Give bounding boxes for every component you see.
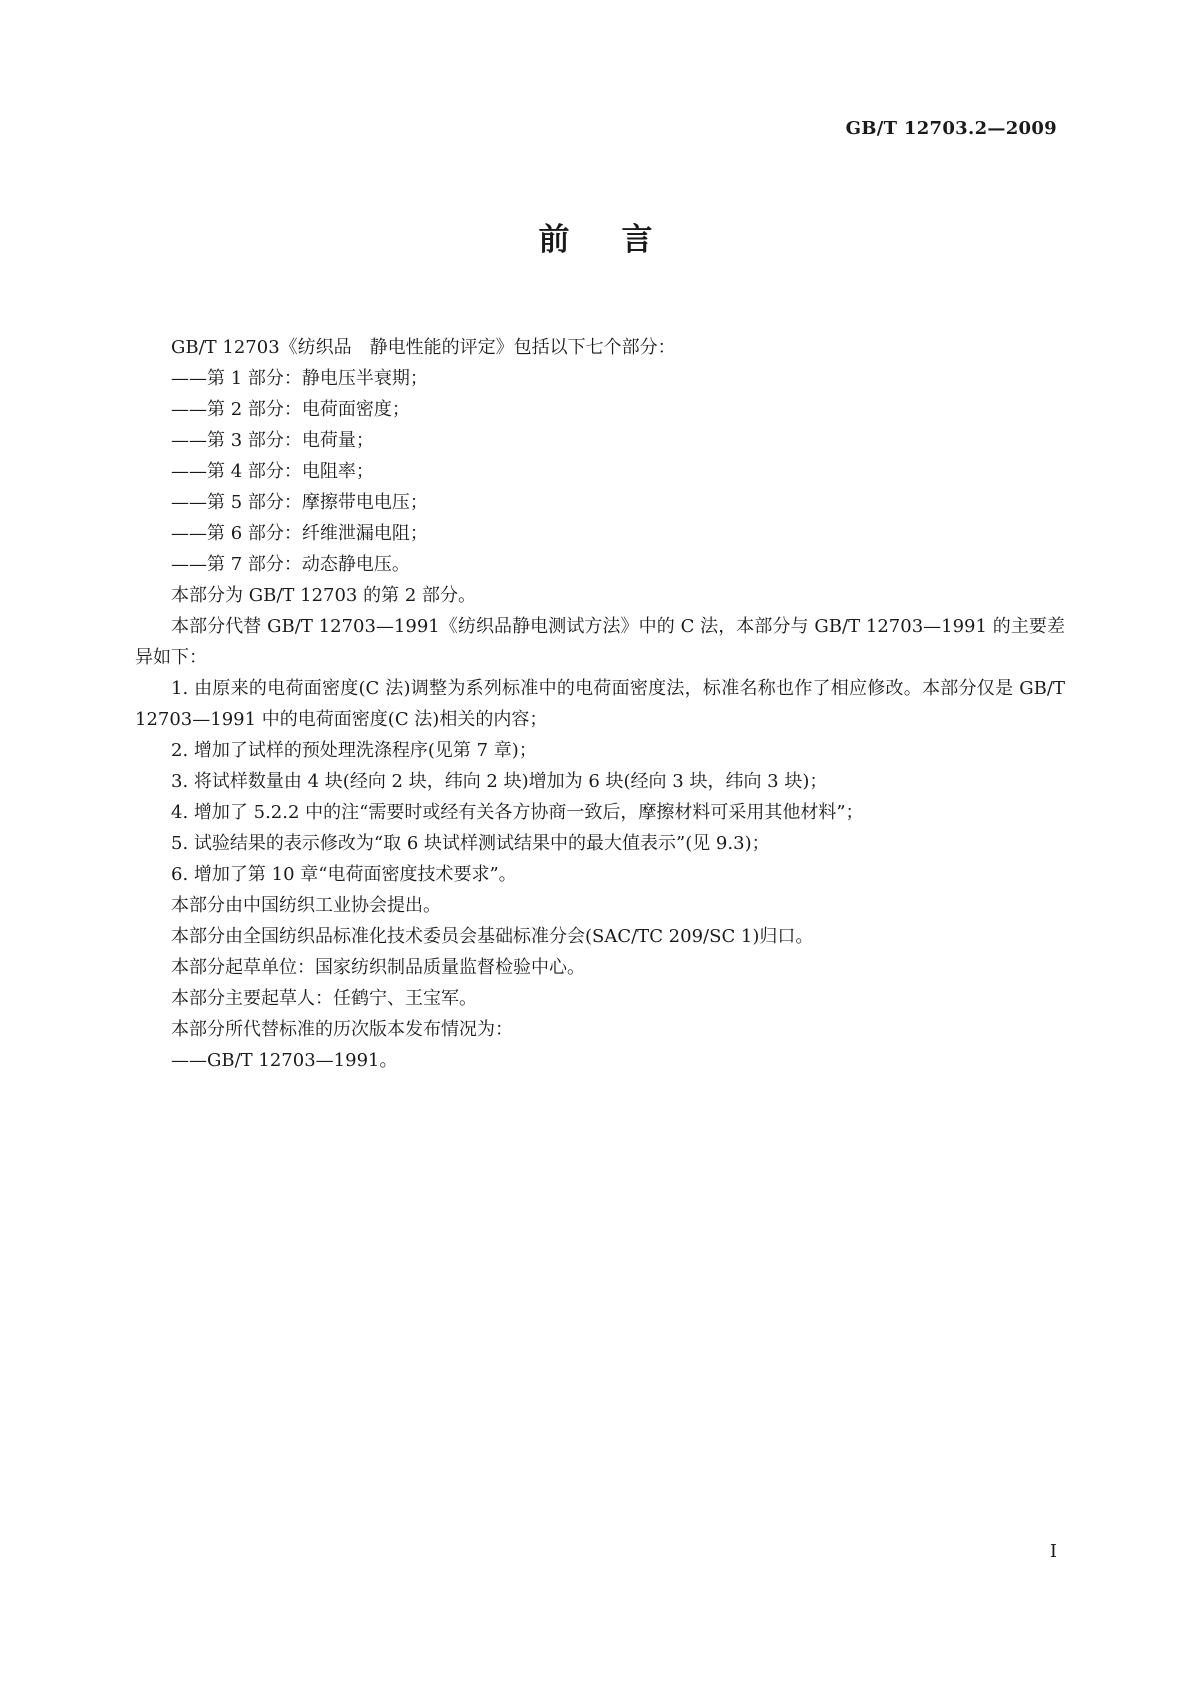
list-item-part-5: ——第 5 部分：摩擦带电电压； — [171, 492, 428, 513]
difference-item-5: 5. 试验结果的表示修改为“取 6 块试样测试结果中的最大值表示”(见 9.3)； — [171, 833, 770, 854]
paragraph-part-statement: 本部分为 GB/T 12703 的第 2 部分。 — [171, 585, 476, 606]
paragraph-history-intro: 本部分所代替标准的历次版本发布情况为： — [171, 1019, 513, 1040]
difference-item-2: 2. 增加了试样的预处理洗涤程序(见第 7 章)； — [171, 740, 537, 761]
list-item-history-1: ——GB/T 12703—1991。 — [171, 1050, 398, 1071]
paragraph-replacement: 本部分代替 GB/T 12703—1991《纺织品静电测试方法》中的 C 法，本部分与 GB/T 12703—1991 的主要差异如下： — [135, 616, 1065, 668]
list-item-part-4: ——第 4 部分：电阻率； — [171, 461, 374, 482]
paragraph-intro: GB/T 12703《纺织品 静电性能的评定》包括以下七个部分： — [171, 337, 676, 358]
paragraph-proposer: 本部分由中国纺织工业协会提出。 — [171, 895, 441, 916]
list-item-part-7: ——第 7 部分：动态静电压。 — [171, 554, 410, 575]
difference-item-3: 3. 将试样数量由 4 块(经向 2 块，纬向 2 块)增加为 6 块(经向 3 块，纬向 3 块)； — [171, 771, 828, 792]
paragraph-committee: 本部分由全国纺织品标准化技术委员会基础标准分会(SAC/TC 209/SC 1)归口。 — [171, 926, 814, 947]
foreword-body — [135, 332, 1065, 1076]
list-item-part-6: ——第 6 部分：纤维泄漏电阻； — [171, 523, 428, 544]
list-item-part-2: ——第 2 部分：电荷面密度； — [171, 399, 410, 420]
difference-item-4: 4. 增加了 5.2.2 中的注“需要时或经有关各方协商一致后，摩擦材料可采用其他材料”； — [171, 802, 864, 823]
list-item-part-1: ——第 1 部分：静电压半衰期； — [171, 368, 428, 389]
paragraph-drafters: 本部分主要起草人：任鹤宁、王宝军。 — [171, 988, 477, 1009]
list-item-part-3: ——第 3 部分：电荷量； — [171, 430, 374, 451]
page-number: I — [1049, 1541, 1057, 1562]
standard-number: GB/T 12703.2—2009 — [845, 118, 1057, 139]
difference-item-6: 6. 增加了第 10 章“电荷面密度技术要求”。 — [171, 864, 517, 885]
paragraph-drafting-unit: 本部分起草单位：国家纺织制品质量监督检验中心。 — [171, 957, 585, 978]
page-title: 前言 — [538, 222, 705, 258]
difference-item-1: 1. 由原来的电荷面密度(C 法)调整为系列标准中的电荷面密度法，标准名称也作了相应修改。本部分仅是 GB/T 12703—1991 中的电荷面密度(C 法)相关的内容； — [135, 678, 1065, 730]
